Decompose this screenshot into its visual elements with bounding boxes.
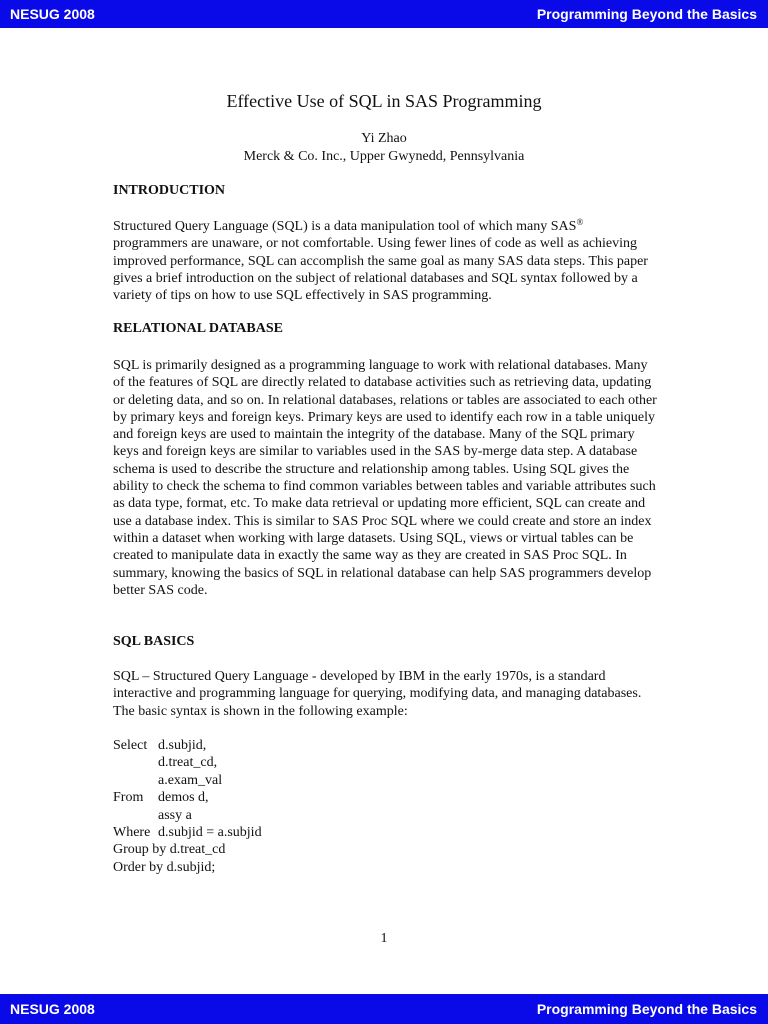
- code-keyword: Order by d.subjid;: [113, 859, 216, 875]
- code-argument: d.treat_cd,: [158, 755, 218, 771]
- paragraph-sql-basics: SQL – Structured Query Language - developed by IBM in the early 1970s, is a standard interactive and programming language for querying, modifying data, and managing databases. The basic syntax is shown in the following example:: [113, 669, 642, 719]
- code-keyword: [113, 772, 158, 789]
- code-keyword: Where: [113, 825, 151, 841]
- footer-conference: NESUG 2008: [10, 1001, 95, 1017]
- code-line: [113, 737, 262, 754]
- page-number: 1: [380, 931, 388, 946]
- footer-track: Programming Beyond the Basics: [536, 1001, 757, 1017]
- code-argument: d.subjid = a.subjid: [158, 825, 262, 841]
- header-track: Programming Beyond the Basics: [536, 6, 757, 22]
- code-argument: a.exam_val: [158, 772, 223, 788]
- sql-code-example: [113, 737, 262, 876]
- registered-mark: ®: [576, 217, 584, 227]
- code-argument: d.subjid,: [158, 738, 207, 753]
- intro-text-start: Structured Query Language (SQL) is a data manipulation tool of which many SAS: [113, 219, 577, 234]
- code-line: [113, 754, 262, 771]
- header-conference: NESUG 2008: [10, 6, 95, 22]
- footer-bar: [0, 994, 768, 1024]
- code-line: [113, 824, 262, 841]
- code-line: [113, 772, 262, 789]
- heading-sql-basics: SQL BASICS: [113, 634, 195, 649]
- heading-introduction: INTRODUCTION: [113, 183, 226, 198]
- code-line: [113, 807, 262, 824]
- code-argument: assy a: [158, 807, 192, 823]
- author-name: Yi Zhao: [361, 131, 407, 146]
- header-bar: [0, 0, 768, 28]
- code-keyword: [113, 754, 158, 771]
- code-argument: demos d,: [158, 790, 209, 806]
- paragraph-relational-database: SQL is primarily designed as a programming language to work with relational databases. Many of the features of SQL are directly related to database activities such as retrieving data, updating or deleting data, and so on. In relational databases, relations or tables are associated to each other by primary keys and foreign keys. Primary keys are used to identify each row in a table uniquely and foreign keys are used to maintain the integrity of the database. Many of the SQL primary keys and foreign keys are similar to variables used in the SAS by-merge data step. A database schema is used to describe the structure and relationship among tables. Using SQL gives the ability to check the schema to find common variables between tables and variable attributes such as data type, format, etc. To make data retrieval or updating more efficient, SQL can create and use a database index. This is similar to SAS Proc SQL where we could create and store an index within a dataset when working with large datasets. Using SQL, views or virtual tables can be created to manipulate data in exactly the same way as they are created in SAS Proc SQL. In summary, knowing the basics of SQL in relational database can help SAS programmers develop better SAS code.: [113, 358, 657, 598]
- code-line: [113, 789, 262, 806]
- heading-relational-database: RELATIONAL DATABASE: [113, 321, 283, 336]
- paragraph-introduction: [113, 218, 658, 304]
- author-affiliation: Merck & Co. Inc., Upper Gwynedd, Pennsylvania: [243, 149, 525, 164]
- paper-title: Effective Use of SQL in SAS Programming: [226, 91, 542, 111]
- code-keyword: From: [113, 790, 144, 806]
- intro-text-end: programmers are unaware, or not comfortable. Using fewer lines of code as well as achieving improved performance, SQL can accomplish the same goal as many SAS data steps. This paper gives a brief introduction on the subject of relational databases and SQL syntax followed by a variety of tips on how to use SQL effectively in SAS programming.: [113, 236, 648, 304]
- code-line: [113, 859, 262, 876]
- code-keyword: [113, 807, 158, 824]
- code-line: [113, 841, 262, 858]
- code-keyword: Group by d.treat_cd: [113, 842, 226, 858]
- code-keyword: Select: [113, 738, 148, 753]
